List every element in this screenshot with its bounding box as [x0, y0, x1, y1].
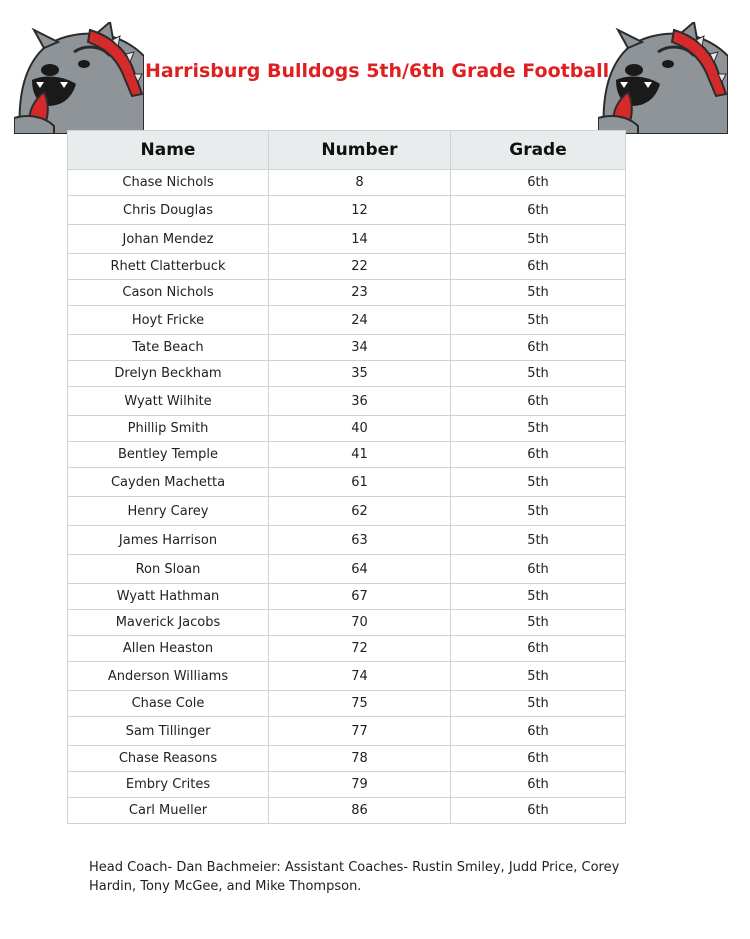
player-name: Ron Sloan [68, 555, 269, 584]
player-grade: 5th [451, 306, 626, 335]
player-number: 8 [269, 170, 451, 196]
table-row [68, 254, 626, 280]
table-row [68, 497, 626, 526]
player-name: Chris Douglas [68, 196, 269, 225]
table-row [68, 555, 626, 584]
player-grade: 6th [451, 196, 626, 225]
player-name: Maverick Jacobs [68, 610, 269, 636]
player-name: Chase Nichols [68, 170, 269, 196]
player-grade: 5th [451, 691, 626, 717]
player-name: Cayden Machetta [68, 468, 269, 497]
player-name: Anderson Williams [68, 662, 269, 691]
player-grade: 6th [451, 170, 626, 196]
table-row [68, 416, 626, 442]
column-header-number: Number [269, 131, 451, 170]
player-number: 14 [269, 225, 451, 254]
table-row [68, 442, 626, 468]
player-number: 36 [269, 387, 451, 416]
player-name: Tate Beach [68, 335, 269, 361]
player-grade: 6th [451, 442, 626, 468]
player-grade: 5th [451, 662, 626, 691]
player-number: 34 [269, 335, 451, 361]
player-grade: 6th [451, 717, 626, 746]
page-title: Harrisburg Bulldogs 5th/6th Grade Football [145, 60, 610, 82]
table-row [68, 584, 626, 610]
player-name: James Harrison [68, 526, 269, 555]
player-number: 63 [269, 526, 451, 555]
table-row [68, 636, 626, 662]
player-number: 61 [269, 468, 451, 497]
player-grade: 6th [451, 555, 626, 584]
player-grade: 6th [451, 798, 626, 824]
player-grade: 5th [451, 526, 626, 555]
player-name: Johan Mendez [68, 225, 269, 254]
coaching-staff-note: Head Coach- Dan Bachmeier: Assistant Coaches- Rustin Smiley, Judd Price, Corey Hardin, Tony McGee, and Mike Thompson. [89, 860, 620, 894]
player-number: 40 [269, 416, 451, 442]
table-row [68, 196, 626, 225]
table-row [68, 662, 626, 691]
player-number: 74 [269, 662, 451, 691]
player-grade: 6th [451, 746, 626, 772]
table-row [68, 772, 626, 798]
player-number: 12 [269, 196, 451, 225]
table-row [68, 387, 626, 416]
player-name: Chase Cole [68, 691, 269, 717]
roster-table [67, 130, 626, 824]
player-name: Phillip Smith [68, 416, 269, 442]
player-number: 35 [269, 361, 451, 387]
player-name: Allen Heaston [68, 636, 269, 662]
player-grade: 5th [451, 361, 626, 387]
player-name: Embry Crites [68, 772, 269, 798]
player-name: Henry Carey [68, 497, 269, 526]
player-number: 23 [269, 280, 451, 306]
table-row [68, 798, 626, 824]
player-number: 78 [269, 746, 451, 772]
table-row [68, 170, 626, 196]
table-row [68, 306, 626, 335]
player-number: 75 [269, 691, 451, 717]
table-row [68, 361, 626, 387]
table-row [68, 526, 626, 555]
player-number: 22 [269, 254, 451, 280]
player-number: 79 [269, 772, 451, 798]
bulldog-mascot-right-logo [598, 22, 728, 134]
bulldog-mascot-left-logo [14, 22, 144, 134]
player-name: Cason Nichols [68, 280, 269, 306]
table-row [68, 225, 626, 254]
player-name: Chase Reasons [68, 746, 269, 772]
player-number: 64 [269, 555, 451, 584]
table-row [68, 610, 626, 636]
player-grade: 5th [451, 225, 626, 254]
player-grade: 5th [451, 280, 626, 306]
player-number: 67 [269, 584, 451, 610]
player-grade: 6th [451, 772, 626, 798]
player-grade: 5th [451, 584, 626, 610]
player-grade: 5th [451, 610, 626, 636]
player-grade: 6th [451, 387, 626, 416]
player-number: 86 [269, 798, 451, 824]
column-header-grade: Grade [451, 131, 626, 170]
player-grade: 5th [451, 497, 626, 526]
player-number: 70 [269, 610, 451, 636]
table-row [68, 746, 626, 772]
player-number: 77 [269, 717, 451, 746]
header-row [68, 131, 626, 170]
player-grade: 6th [451, 254, 626, 280]
table-row [68, 691, 626, 717]
player-name: Rhett Clatterbuck [68, 254, 269, 280]
player-grade: 5th [451, 416, 626, 442]
player-number: 62 [269, 497, 451, 526]
table-row [68, 468, 626, 497]
player-number: 72 [269, 636, 451, 662]
player-number: 41 [269, 442, 451, 468]
table-row [68, 280, 626, 306]
player-name: Wyatt Hathman [68, 584, 269, 610]
player-name: Carl Mueller [68, 798, 269, 824]
player-name: Drelyn Beckham [68, 361, 269, 387]
player-grade: 5th [451, 468, 626, 497]
player-name: Hoyt Fricke [68, 306, 269, 335]
table-row [68, 717, 626, 746]
column-header-name: Name [68, 131, 269, 170]
player-number: 24 [269, 306, 451, 335]
player-grade: 6th [451, 636, 626, 662]
player-grade: 6th [451, 335, 626, 361]
table-row [68, 335, 626, 361]
player-name: Wyatt Wilhite [68, 387, 269, 416]
player-name: Sam Tillinger [68, 717, 269, 746]
player-name: Bentley Temple [68, 442, 269, 468]
